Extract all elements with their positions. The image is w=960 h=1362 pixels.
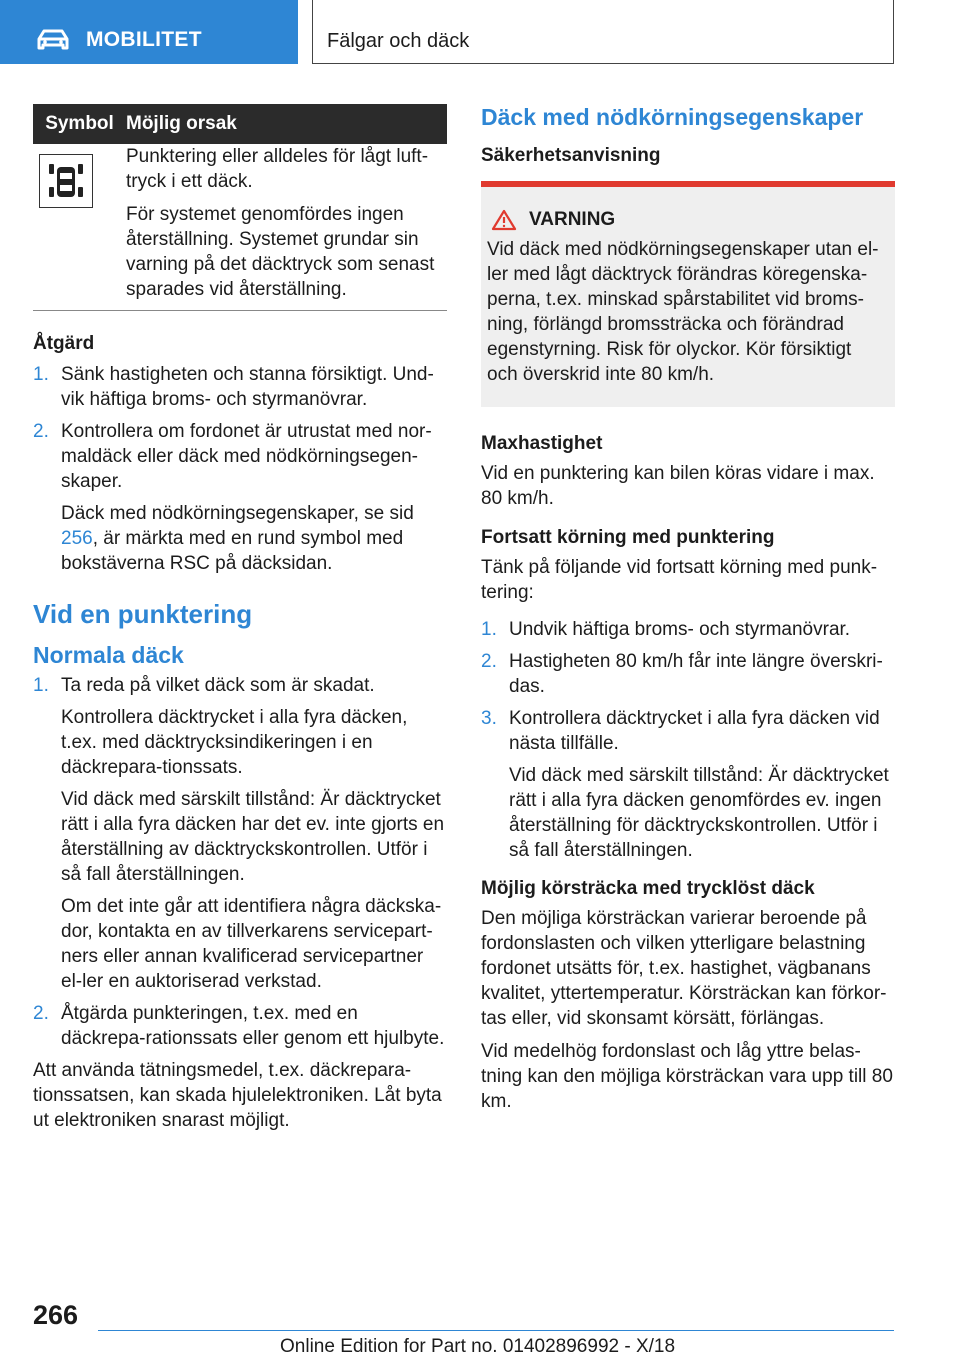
distance-text-1: Den möjliga körsträckan varierar beroende på fordonslasten och vilken ytterligare belastning fordonet utsätts för, t.ex. hastighet, vägbanans kvalitet, yttertemperatur. Körsträckan kan förkor-tas eller, vid skonsamt körsätt, förlängas. xyxy=(481,908,887,1029)
car-icon xyxy=(36,28,70,52)
atgard-heading: Åtgärd xyxy=(33,333,95,354)
section-tab[interactable] xyxy=(0,0,298,64)
step-text: Sänk hastigheten och stanna försiktigt. Und-vik häftiga broms- och styrmanövrar. xyxy=(61,364,434,410)
cause-text-2: För systemet genomfördes ingen återställning. Systemet grundar sin varning på det däcktryck som senast sparades vid återställning. xyxy=(126,204,435,300)
step-text: Kontrollera däcktrycket i alla fyra däcken, t.ex. med däcktrycksindikeringen i en däckrepara-tionssats. xyxy=(61,707,408,778)
continue-heading: Fortsatt körning med punktering xyxy=(481,527,775,548)
step-text: Kontrollera däcktrycket i alla fyra däcken vid nästa tillfälle. xyxy=(509,708,880,754)
list-item: 2. Åtgärda punkteringen, t.ex. med en däckrepa-rationssats eller genom ett hjulbyte. xyxy=(33,1001,447,1051)
left-column xyxy=(33,104,447,1133)
warning-title: VARNING xyxy=(529,209,616,230)
footer-edition: Online Edition for Part no. 01402896992 - X/18 xyxy=(280,1336,676,1357)
footer-divider xyxy=(98,1330,894,1331)
step-text: Åtgärda punkteringen, t.ex. med en däckrepa-rationssats eller genom ett hjulbyte. xyxy=(61,1003,445,1049)
list-item: 2. Hastigheten 80 km/h får inte längre överskri-das. xyxy=(481,649,895,699)
list-item: 3. Kontrollera däcktrycket i alla fyra däcken vid nästa tillfälle. Vid däck med särskilt tillstånd: Är däcktrycket rätt i alla fyra däcken genomfördes ev. ingen återställning för däcktryckskontrollen. Utför i så fall återställningen. xyxy=(481,706,895,863)
step-text: Ta reda på vilket däck som är skadat. xyxy=(61,675,375,696)
distance-text-2: Vid medelhög fordonslast och låg yttre belas-tning kan den möjliga körsträckan vara upp till 80 km. xyxy=(481,1041,893,1112)
runflat-heading: Däck med nödkörningsegenskaper xyxy=(481,104,864,130)
atgard-steps xyxy=(33,362,447,576)
max-speed-text: Vid en punktering kan bilen köras vidare i max. 80 km/h. xyxy=(481,463,875,509)
step-text: Vid däck med särskilt tillstånd: Är däcktrycket rätt i alla fyra däcken har det ev. inte gjorts en återställning av däcktryckskontrollen. Utför i så fall återställningen. xyxy=(61,789,445,885)
step-text: Undvik häftiga broms- och styrmanövrar. xyxy=(509,619,851,640)
right-column xyxy=(481,104,895,1114)
chapter-label: Fälgar och däck xyxy=(327,30,470,52)
col-header-symbol: Symbol xyxy=(33,104,126,144)
max-speed-heading: Maxhastighet xyxy=(481,433,603,454)
list-item: 1. Undvik häftiga broms- och styrmanövrar. xyxy=(481,617,895,642)
section-label: MOBILITET xyxy=(86,28,202,51)
punktering-heading: Vid en punktering xyxy=(33,599,253,629)
continue-text: Tänk på följande vid fortsatt körning med punk-tering: xyxy=(481,557,878,603)
list-item: 1. Sänk hastigheten och stanna försiktigt. Und-vik häftiga broms- och styrmanövrar. xyxy=(33,362,447,412)
table-row xyxy=(33,144,447,311)
chapter-tab[interactable] xyxy=(312,0,894,64)
page-link[interactable]: 256 xyxy=(61,528,93,549)
tire-pressure-warning-icon xyxy=(39,154,93,208)
cause-text-1: Punktering eller alldeles för lågt luft-tryck i ett däck. xyxy=(126,146,429,192)
list-item: 2. Kontrollera om fordonet är utrustat med nor-maldäck eller däck med nödkörningsegen-skaper. Däck med nödkörningsegenskaper, se sid 256, är märkta med en rund symbol med bokstäverna RSC på däcksidan. xyxy=(33,419,447,576)
distance-heading: Möjlig körsträcka med trycklöst däck xyxy=(481,878,815,899)
warning-triangle-icon xyxy=(491,209,517,231)
normala-dack-heading: Normala däck xyxy=(33,642,184,668)
step-text: Vid däck med särskilt tillstånd: Är däcktrycket rätt i alla fyra däcken genomfördes ev. ingen återställning för däcktryckskontrollen. Utför i så fall återställningen. xyxy=(509,765,889,861)
list-item: 1. Ta reda på vilket däck som är skadat. Kontrollera däcktrycket i alla fyra däcken, t.ex. med däcktrycksindikeringen i en däckrepara-tionssats. Vid däck med särskilt tillstånd: Är däcktrycket rätt i alla fyra däcken har det ev. inte gjorts en återställning av däcktryckskontrollen. Utför i så fall återställningen. Om det inte går att identifiera några däckska-dor, kontakta en av tillverkarens servicepart-ners eller annan kvalificerad servicepartner el-ler en auktoriserad verkstad. xyxy=(33,673,447,994)
step-text: Kontrollera om fordonet är utrustat med nor-maldäck eller däck med nödkörningsegen-skaper. xyxy=(61,421,432,492)
step-note: Däck med nödkörningsegenskaper, se sid 256, är märkta med en rund symbol med bokstäverna RSC på däcksidan. xyxy=(61,503,414,574)
symbol-table xyxy=(33,104,447,311)
step-text: Hastigheten 80 km/h får inte längre överskri-das. xyxy=(509,651,883,697)
sealant-note: Att använda tätningsmedel, t.ex. däckrepara-tionssatsen, kan skada hjulelektroniken. Låt byta ut elektroniken snarast möjligt. xyxy=(33,1060,442,1131)
punktering-steps xyxy=(33,673,447,1051)
warning-body: Vid däck med nödkörningsegenskaper utan el-ler med lågt däcktryck förändras köregenska-perna, t.ex. minskad spårstabilitet vid broms-ning, förlängd bromssträcka och förändrad egenstyrning. Risk för olyckor. Kör försiktigt och överskrid inte 80 km/h. xyxy=(487,239,879,385)
page-number: 266 xyxy=(33,1300,79,1330)
safety-heading: Säkerhetsanvisning xyxy=(481,145,661,166)
continue-steps xyxy=(481,617,895,863)
step-text: Om det inte går att identifiera några däckska-dor, kontakta en av tillverkarens servicepart-ners eller annan kvalificerad servicepartner el-ler en auktoriserad verkstad. xyxy=(61,896,442,992)
warning-box xyxy=(481,181,895,407)
col-header-cause: Möjlig orsak xyxy=(126,104,447,144)
